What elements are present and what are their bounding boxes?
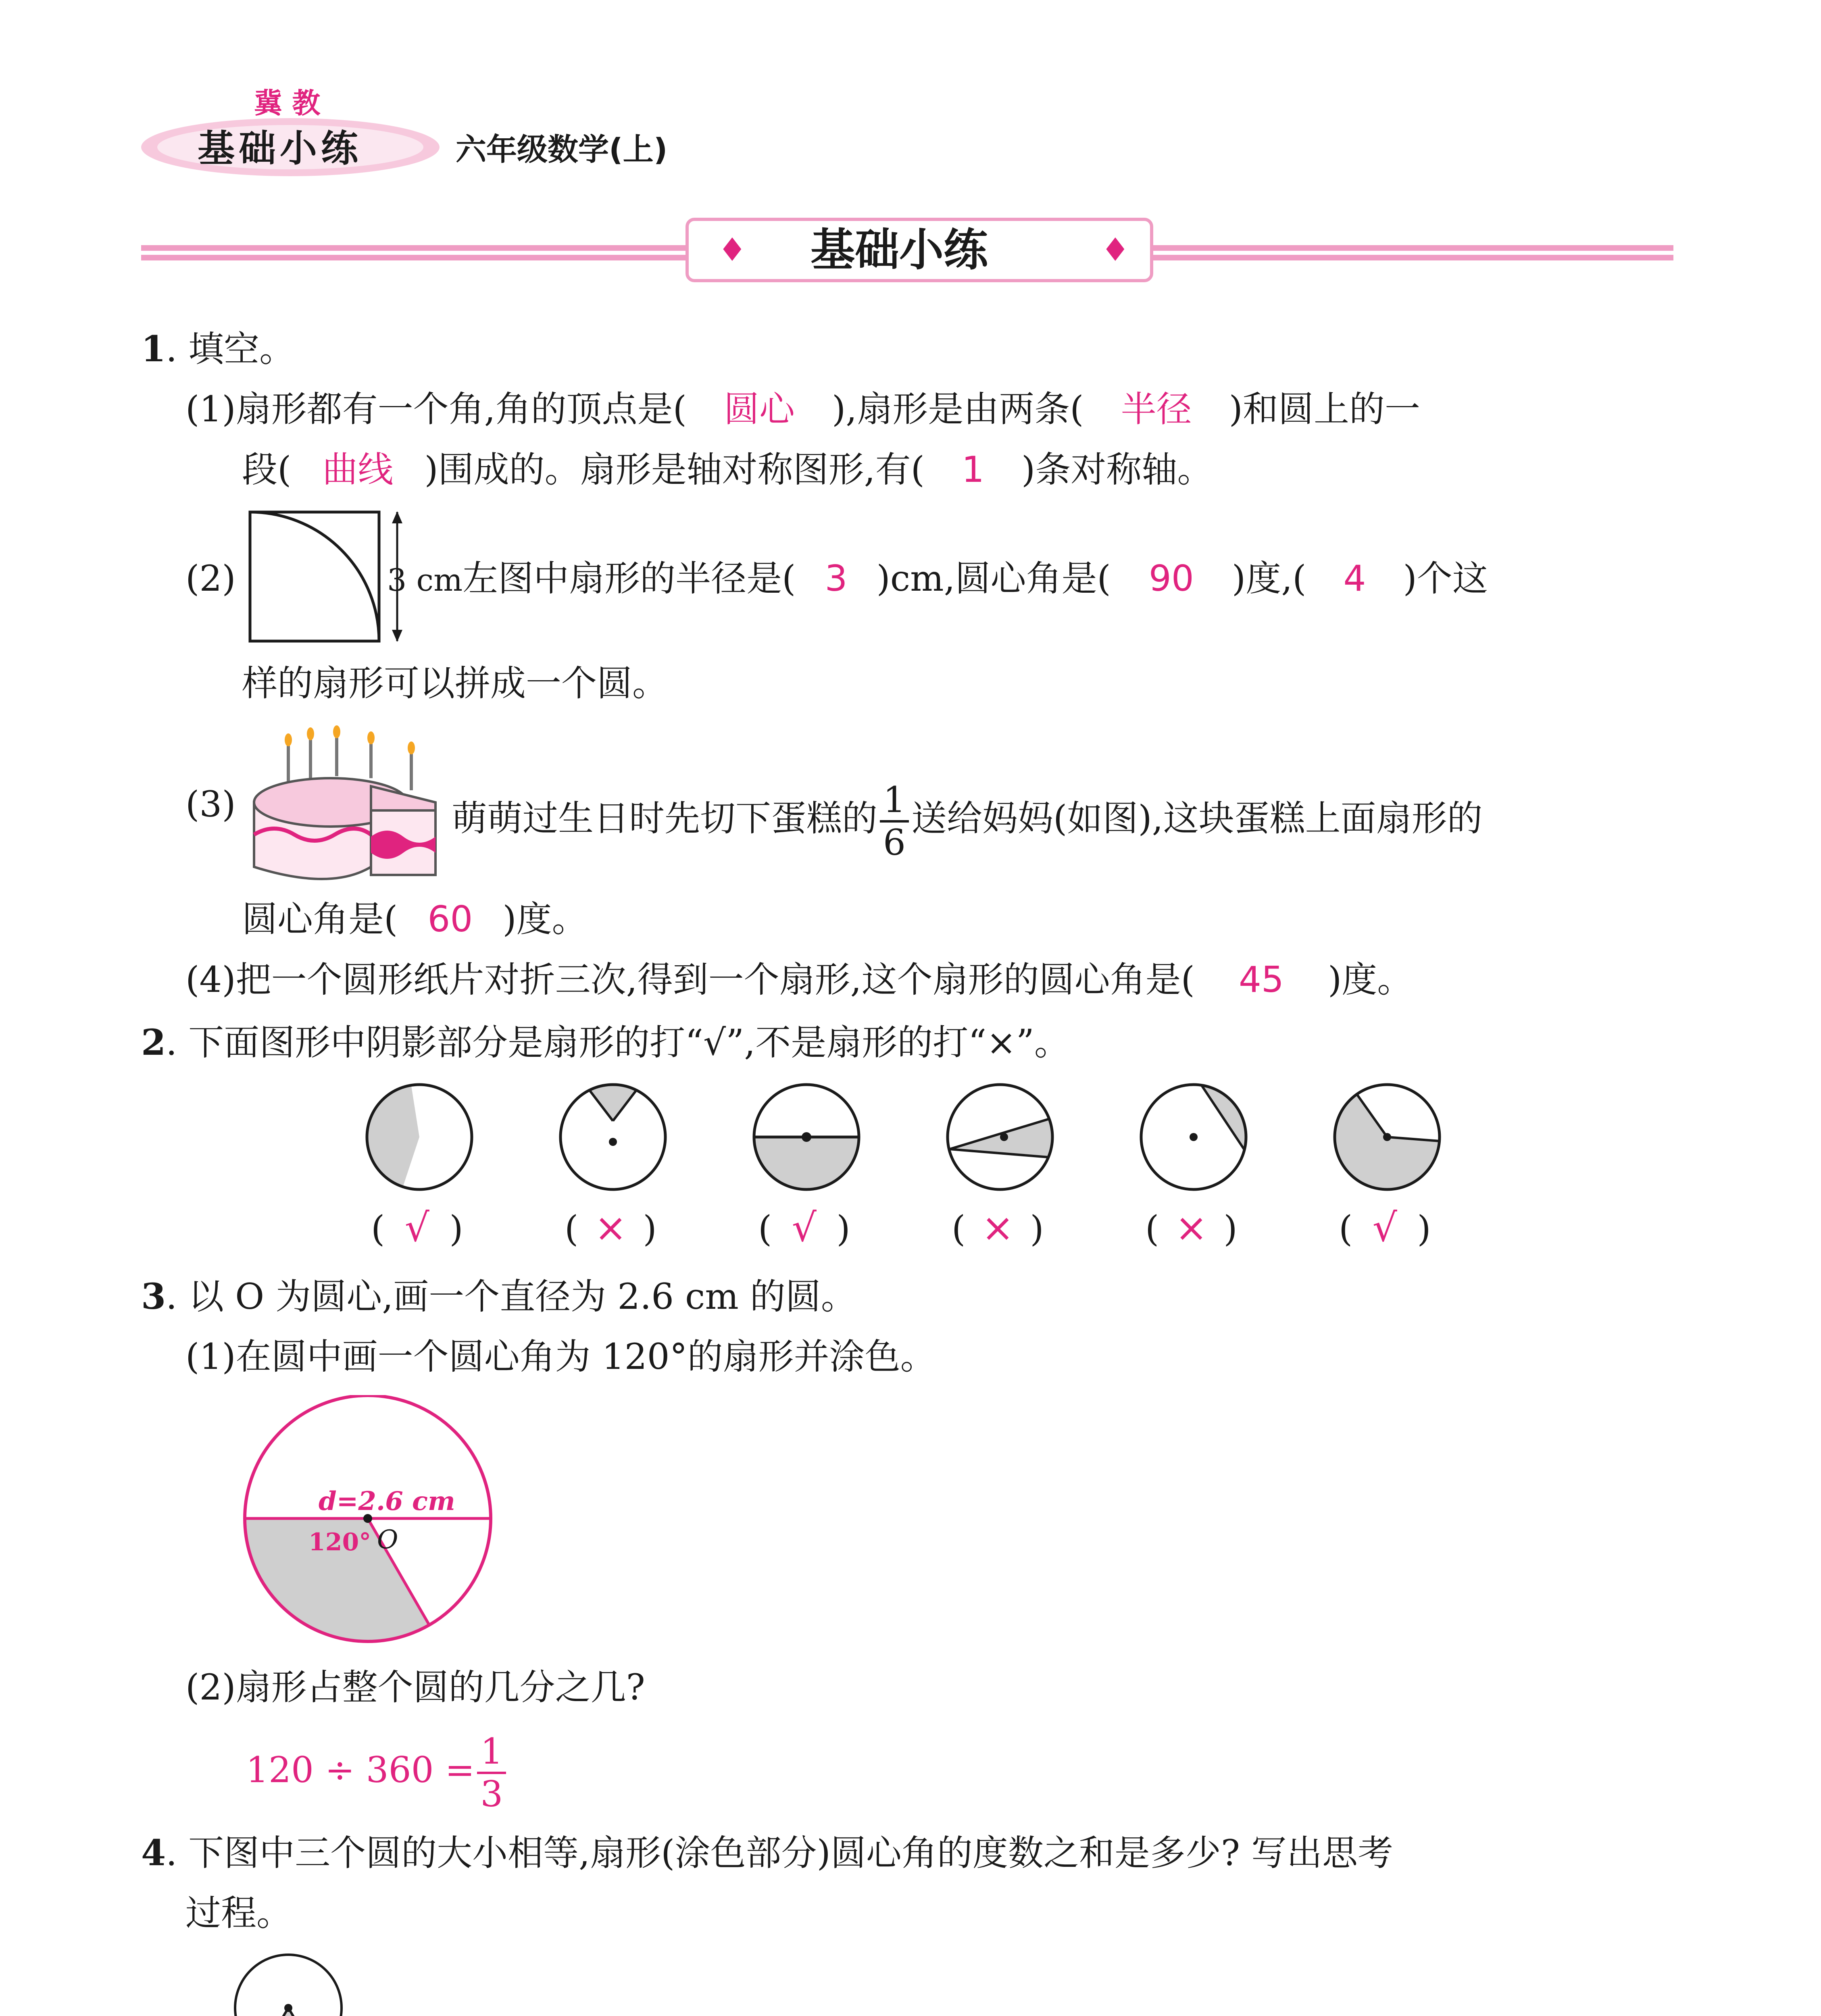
answer-count: 4 <box>1343 558 1366 599</box>
q2-mark-4: × <box>981 1205 1014 1250</box>
q1-p3-line1: 萌萌过生日时先切下蛋糕的 $\frac{1}{6}$ 送给妈妈(如图),这块蛋糕上面扇形的 <box>452 779 1483 863</box>
q3-circle-figure <box>242 1395 508 1653</box>
q2-mark-5: × <box>1175 1205 1208 1250</box>
q3-answer: 120 ÷ 360 = $\frac{1}{3}$ <box>246 1734 508 1812</box>
q2-mark-1: √ <box>404 1205 429 1250</box>
q1-p4: (4)把一个圆形纸片对折三次,得到一个扇形,这个扇形的圆心角是( 45 )度。 <box>185 958 1413 1002</box>
series-name: 基础小练 <box>198 127 363 170</box>
q2-mark-2: × <box>594 1205 627 1250</box>
q1-p2-line2: 样的扇形可以拼成一个圆。 <box>242 662 668 704</box>
q3-p2: (2)扇形占整个圆的几分之几? <box>185 1666 645 1708</box>
answer-fold-angle: 45 <box>1238 959 1284 1000</box>
answer-radius-value: 3 <box>825 558 848 599</box>
q3-heading: 3. 以 O 为圆心,画一个直径为 2.6 cm 的圆。 <box>141 1275 856 1317</box>
q4-heading-line1: 4. 下图中三个圆的大小相等,扇形(涂色部分)圆心角的度数之和是多少? 写出思考 <box>141 1832 1393 1874</box>
answer-vertex: 圆心 <box>723 388 795 430</box>
header <box>137 81 702 185</box>
series-top: 冀 教 <box>254 87 321 120</box>
banner-title: 基础小练 <box>810 224 988 276</box>
q1-p1-line2: 段( 曲线 )围成的。扇形是轴对称图形,有( 1 )条对称轴。 <box>242 448 1213 492</box>
q1-heading: 1. 填空。 <box>141 328 295 370</box>
q2-circle-4 <box>948 1085 1052 1189</box>
q4-three-circles-figure <box>177 1947 403 2016</box>
diamond-left-icon: ♦ <box>718 231 747 269</box>
q2-marks-row: ( √ ) ( × ) ( √ ) ( × ) ( × ) ( √ ) <box>371 1205 1431 1250</box>
answer-radius: 半径 <box>1121 388 1192 430</box>
fraction-numerator: 1 <box>880 782 909 823</box>
q3-answer-numerator: 1 <box>477 1734 506 1774</box>
answer-central-angle: 90 <box>1148 558 1194 599</box>
diameter-label: d=2.6 cm <box>319 1486 455 1516</box>
q1-p3-line2: 圆心角是( 60 )度。 <box>242 897 588 941</box>
q4-heading-line2: 过程。 <box>185 1892 292 1934</box>
answer-axis-count: 1 <box>961 449 984 490</box>
q2-mark-3: √ <box>792 1205 817 1250</box>
q2-circle-5 <box>1141 1085 1246 1189</box>
q1-p1-line1: (1)扇形都有一个角,角的顶点是( 圆心 ),扇形是由两条( 半径 )和圆上的一 <box>185 387 1420 431</box>
section-banner <box>141 218 1673 290</box>
radius-dimension-label: 3 cm <box>387 562 463 598</box>
center-label: O <box>377 1525 398 1555</box>
q2-heading: 2. 下面图形中阴影部分是扇形的打“√”,不是扇形的打“×”。 <box>141 1021 1070 1063</box>
answer-curve: 曲线 <box>322 449 394 490</box>
birthday-cake-figure <box>250 722 460 883</box>
angle-label: 120° <box>308 1528 371 1556</box>
q1-p2-line1: 3 cm左图中扇形的半径是( 3 )cm,圆心角是( 90 )度,( 4 )个这 <box>387 556 1488 602</box>
q2-circles <box>363 1081 1492 1218</box>
fraction-denominator: 6 <box>883 822 906 863</box>
diamond-right-icon: ♦ <box>1101 231 1130 269</box>
q3-answer-denominator: 3 <box>480 1773 503 1815</box>
answer-cake-angle: 60 <box>427 898 473 940</box>
q2-circle-6 <box>1335 1085 1440 1189</box>
book-title: 六年级数学(上) <box>456 131 668 167</box>
q2-mark-6: √ <box>1372 1205 1397 1250</box>
q2-circle-3 <box>754 1085 859 1189</box>
q2-circle-2 <box>560 1085 665 1189</box>
q3-p1: (1)在圆中画一个圆心角为 120°的扇形并涂色。 <box>185 1336 936 1377</box>
q2-circle-1 <box>367 1085 472 1189</box>
q1-p2-idx: (2) <box>185 558 236 599</box>
q1-p3-idx: (3) <box>185 783 236 825</box>
